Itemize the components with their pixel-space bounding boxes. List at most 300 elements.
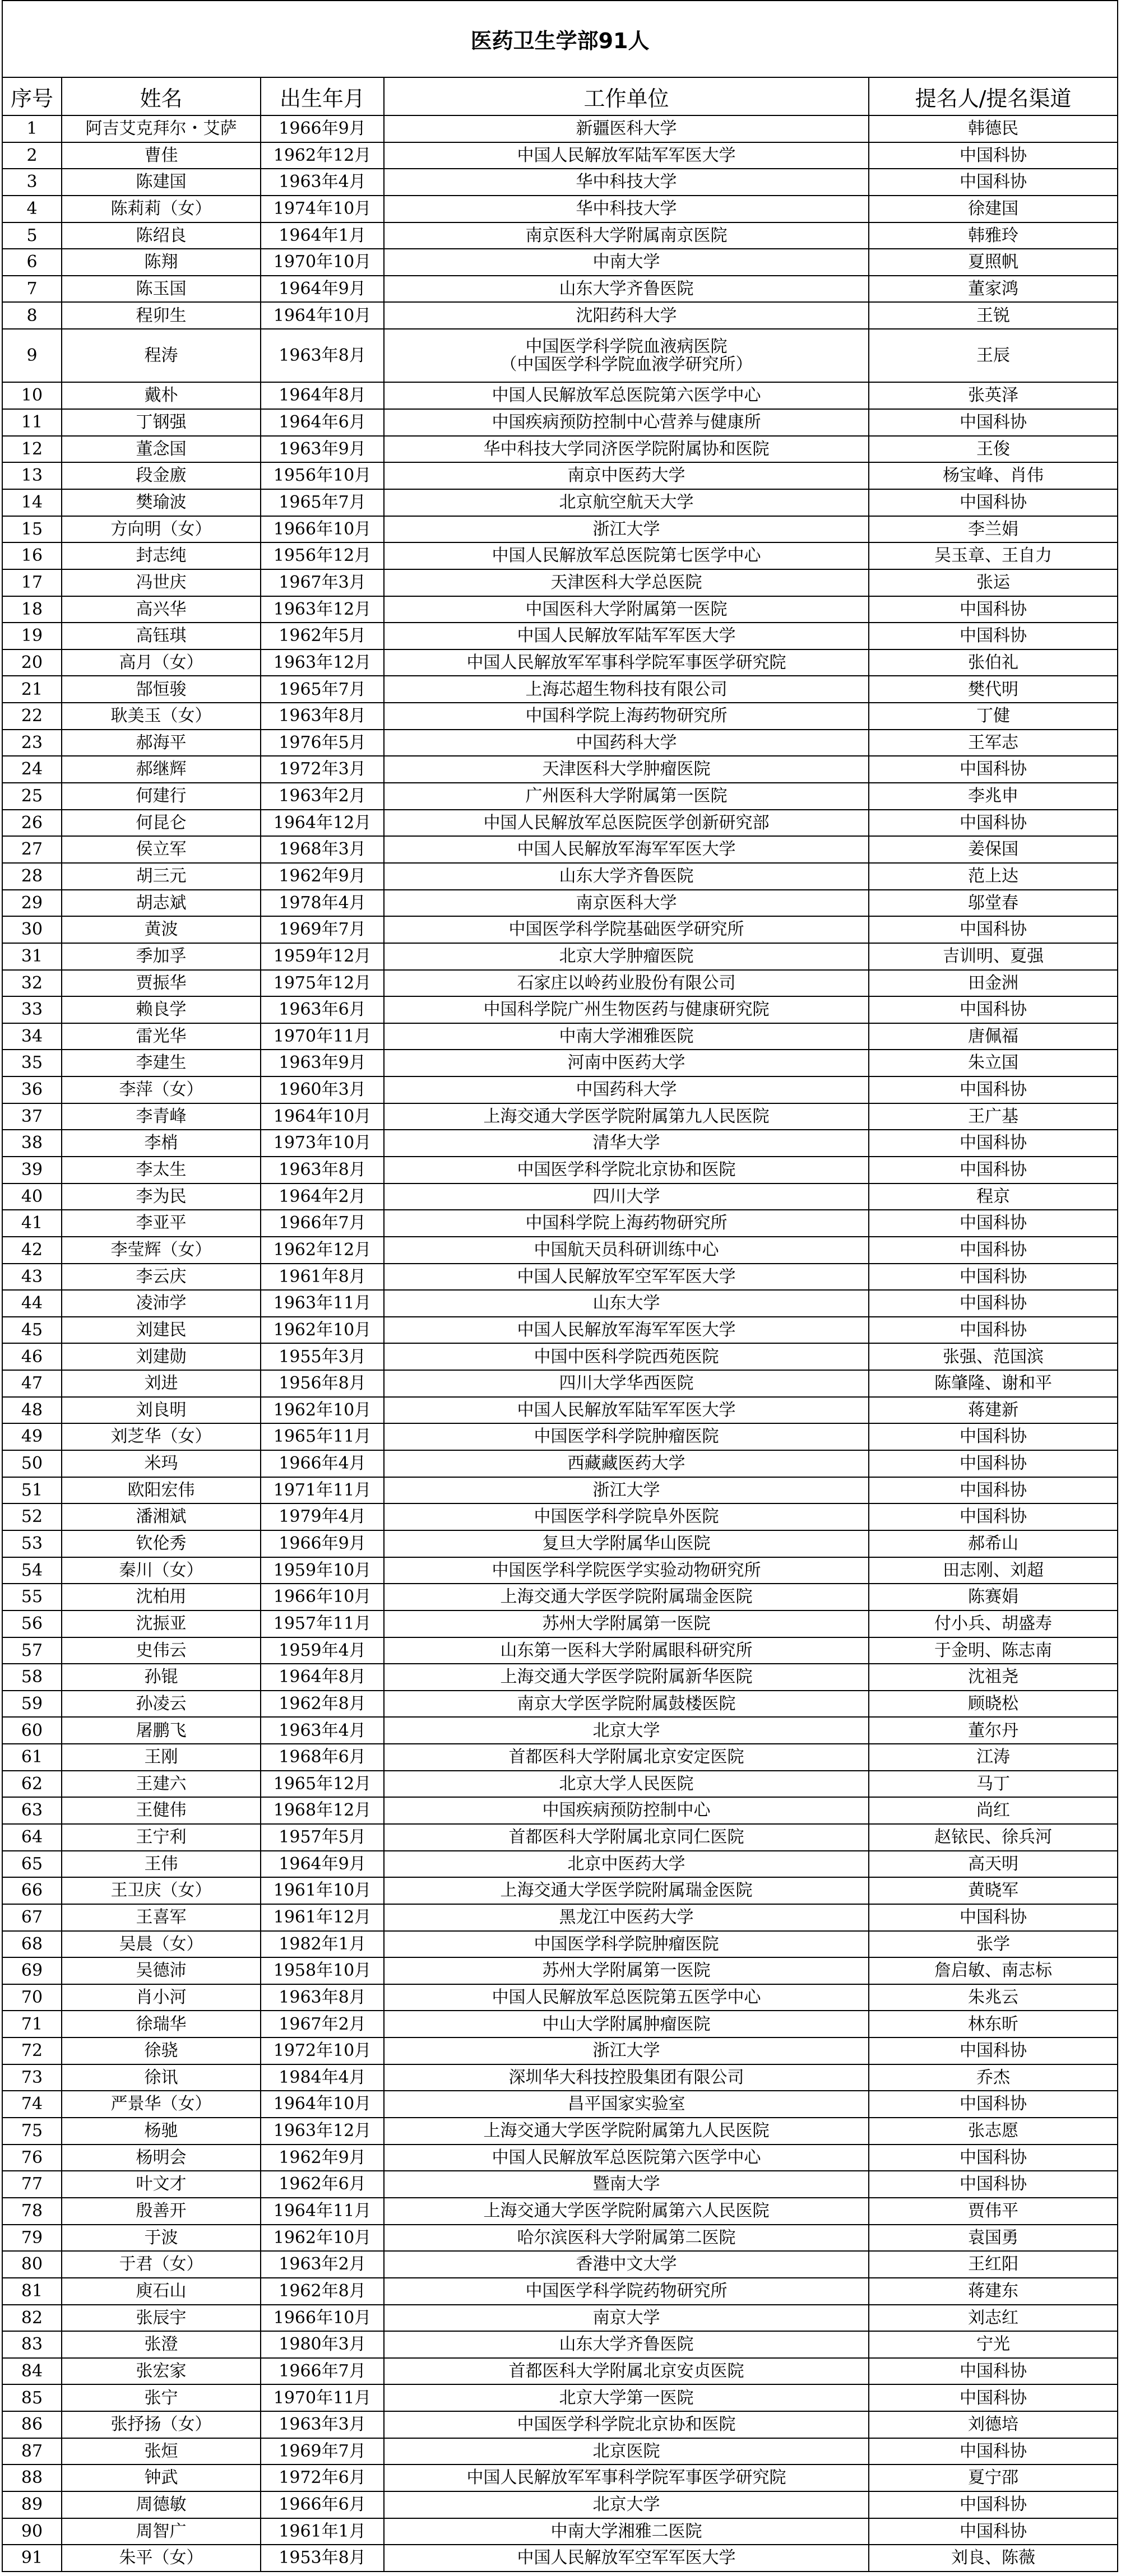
table-row [2,249,1118,276]
cell-nominator: 张强、范国滨 [869,1343,1118,1370]
table-row [2,1691,1118,1718]
table-row [2,2011,1118,2037]
table-row [2,676,1118,703]
cell-birth: 1964年1月 [261,222,384,249]
cell-index: 19 [2,623,62,649]
cell-name: 沈振亚 [62,1610,261,1637]
cell-name: 杨驰 [62,2118,261,2145]
cell-birth: 1966年10月 [261,516,384,543]
cell-nominator: 付小兵、胡盛寿 [869,1610,1118,1637]
table-row [2,943,1118,970]
cell-index: 74 [2,2091,62,2118]
table-row [2,1984,1118,2011]
table-row [2,1397,1118,1424]
cell-birth: 1968年6月 [261,1744,384,1771]
cell-birth: 1966年7月 [261,2358,384,2385]
cell-index: 85 [2,2384,62,2411]
table-row [2,1931,1118,1958]
cell-nominator: 张英泽 [869,382,1118,409]
table-row [2,783,1118,810]
cell-nominator: 邬堂春 [869,890,1118,917]
cell-nominator: 中国科协 [869,1317,1118,1344]
cell-unit: 新疆医科大学 [384,115,869,142]
cell-nominator: 陈赛娟 [869,1584,1118,1610]
cell-index: 30 [2,916,62,943]
cell-nominator: 王广基 [869,1103,1118,1130]
cell-name: 张辰宇 [62,2305,261,2332]
cell-unit: 中国医学科学院北京协和医院 [384,1157,869,1183]
cell-index: 77 [2,2171,62,2198]
cell-name: 冯世庆 [62,569,261,596]
cell-unit: 中南大学湘雅二医院 [384,2518,869,2545]
cell-nominator: 中国科协 [869,2384,1118,2411]
table-row [2,2491,1118,2518]
cell-nominator: 江涛 [869,1744,1118,1771]
cell-name: 何昆仑 [62,810,261,837]
cell-birth: 1963年6月 [261,996,384,1023]
cell-birth: 1966年6月 [261,2491,384,2518]
cell-index: 35 [2,1050,62,1076]
cell-name: 孙锟 [62,1664,261,1691]
table-row [2,142,1118,169]
cell-name: 胡志斌 [62,890,261,917]
table-row [2,196,1118,222]
cell-index: 40 [2,1183,62,1210]
cell-nominator: 王军志 [869,730,1118,756]
cell-name: 郜恒骏 [62,676,261,703]
cell-name: 徐讯 [62,2064,261,2091]
cell-name: 雷光华 [62,1023,261,1050]
cell-name: 方向明（女） [62,516,261,543]
table-row [2,1957,1118,1984]
cell-index: 48 [2,1397,62,1424]
cell-name: 高兴华 [62,596,261,623]
table-row [2,1023,1118,1050]
cell-nominator: 赵铱民、徐兵河 [869,1824,1118,1851]
table-row [2,2384,1118,2411]
table-row [2,649,1118,676]
cell-name: 刘良明 [62,1397,261,1424]
cell-nominator: 蒋建新 [869,1397,1118,1424]
cell-name: 李云庆 [62,1264,261,1291]
cell-name: 张宏家 [62,2358,261,2385]
cell-birth: 1958年10月 [261,1957,384,1984]
cell-unit: 上海交通大学医学院附属第九人民医院 [384,1103,869,1130]
table-row [2,1637,1118,1664]
cell-birth: 1959年12月 [261,943,384,970]
cell-nominator: 张学 [869,1931,1118,1958]
cell-name: 程涛 [62,329,261,382]
cell-birth: 1959年4月 [261,1637,384,1664]
column-header-birth: 出生年月 [261,77,384,115]
cell-name: 李为民 [62,1183,261,1210]
cell-birth: 1961年1月 [261,2518,384,2545]
cell-birth: 1964年10月 [261,302,384,329]
cell-index: 61 [2,1744,62,1771]
cell-nominator: 夏宁邵 [869,2464,1118,2491]
cell-name: 张抒扬（女） [62,2411,261,2438]
cell-index: 31 [2,943,62,970]
cell-nominator: 贾伟平 [869,2198,1118,2225]
table-row [2,1103,1118,1130]
cell-unit: 香港中文大学 [384,2251,869,2278]
cell-nominator: 高天明 [869,1851,1118,1878]
column-header-name: 姓名 [62,77,261,115]
cell-index: 3 [2,169,62,196]
cell-nominator: 徐建国 [869,196,1118,222]
table-body [2,115,1118,2572]
cell-index: 52 [2,1503,62,1530]
cell-unit: 中国科学院广州生物医药与健康研究院 [384,996,869,1023]
cell-nominator: 宁光 [869,2331,1118,2358]
cell-birth: 1964年11月 [261,2198,384,2225]
cell-unit: 华中科技大学 [384,169,869,196]
table-row [2,2037,1118,2064]
cell-name: 阿吉艾克拜尔・艾萨 [62,115,261,142]
cell-unit: 天津医科大学肿瘤医院 [384,756,869,783]
cell-nominator: 尚红 [869,1797,1118,1824]
cell-nominator: 中国科协 [869,2518,1118,2545]
cell-unit: 苏州大学附属第一医院 [384,1957,869,1984]
cell-birth: 1960年3月 [261,1076,384,1103]
cell-birth: 1953年8月 [261,2545,384,2572]
cell-name: 凌沛学 [62,1290,261,1317]
cell-index: 7 [2,276,62,303]
cell-index: 86 [2,2411,62,2438]
cell-birth: 1980年3月 [261,2331,384,2358]
cell-unit: 山东大学齐鲁医院 [384,2331,869,2358]
cell-unit: 中国人民解放军总医院第六医学中心 [384,2145,869,2171]
cell-birth: 1962年10月 [261,1397,384,1424]
cell-nominator: 中国科协 [869,1130,1118,1157]
cell-birth: 1965年7月 [261,489,384,516]
table-row [2,436,1118,463]
cell-unit: 中国医科大学附属第一医院 [384,596,869,623]
cell-name: 高月（女） [62,649,261,676]
table-row [2,569,1118,596]
cell-unit: 北京中医药大学 [384,1851,869,1878]
cell-birth: 1962年9月 [261,2145,384,2171]
cell-unit: 中国医学科学院阜外医院 [384,1503,869,1530]
cell-index: 62 [2,1771,62,1798]
cell-index: 67 [2,1904,62,1931]
cell-name: 孙凌云 [62,1691,261,1718]
cell-name: 侯立军 [62,836,261,863]
cell-index: 17 [2,569,62,596]
cell-unit: 沈阳药科大学 [384,302,869,329]
cell-index: 28 [2,863,62,890]
cell-index: 32 [2,970,62,997]
cell-name: 李青峰 [62,1103,261,1130]
cell-unit: 北京大学 [384,1717,869,1744]
cell-name: 肖小河 [62,1984,261,2011]
cell-nominator: 顾晓松 [869,1691,1118,1718]
table-row [2,836,1118,863]
table-row [2,1824,1118,1851]
cell-name: 丁钢强 [62,409,261,436]
cell-birth: 1966年9月 [261,1530,384,1557]
cell-birth: 1971年11月 [261,1477,384,1504]
cell-index: 24 [2,756,62,783]
cell-birth: 1966年10月 [261,2305,384,2332]
cell-name: 张烜 [62,2438,261,2465]
cell-nominator: 中国科协 [869,1237,1118,1264]
cell-birth: 1964年9月 [261,276,384,303]
cell-nominator: 董家鸿 [869,276,1118,303]
cell-nominator: 唐佩福 [869,1023,1118,1050]
cell-nominator: 詹启敏、南志标 [869,1957,1118,1984]
cell-birth: 1961年10月 [261,1877,384,1904]
cell-birth: 1969年7月 [261,2438,384,2465]
table-row [2,276,1118,303]
table-row [2,1503,1118,1530]
cell-index: 66 [2,1877,62,1904]
table-row [2,1530,1118,1557]
cell-unit: 中国医学科学院肿瘤医院 [384,1931,869,1958]
cell-name: 沈柏用 [62,1584,261,1610]
cell-unit: 清华大学 [384,1130,869,1157]
cell-unit: 上海交通大学医学院附属第六人民医院 [384,2198,869,2225]
cell-name: 王刚 [62,1744,261,1771]
cell-index: 50 [2,1450,62,1477]
cell-index: 38 [2,1130,62,1157]
cell-name: 欧阳宏伟 [62,1477,261,1504]
cell-name: 李梢 [62,1130,261,1157]
cell-unit: 中国科学院上海药物研究所 [384,703,869,730]
cell-unit: 中国人民解放军总医院第五医学中心 [384,1984,869,2011]
cell-birth: 1956年8月 [261,1370,384,1397]
table-row [2,2251,1118,2278]
table-row [2,2545,1118,2572]
cell-unit: 浙江大学 [384,516,869,543]
cell-name: 潘湘斌 [62,1503,261,1530]
table-row [2,2225,1118,2252]
table-row [2,1771,1118,1798]
cell-birth: 1972年6月 [261,2464,384,2491]
cell-index: 55 [2,1584,62,1610]
cell-birth: 1957年11月 [261,1610,384,1637]
cell-birth: 1976年5月 [261,730,384,756]
cell-unit: 中国药科大学 [384,1076,869,1103]
table-row [2,1264,1118,1291]
cell-birth: 1961年12月 [261,1904,384,1931]
cell-nominator: 杨宝峰、肖伟 [869,462,1118,489]
cell-birth: 1965年11月 [261,1423,384,1450]
cell-nominator: 中国科协 [869,623,1118,649]
cell-unit: 昌平国家实验室 [384,2091,869,2118]
cell-index: 59 [2,1691,62,1718]
cell-birth: 1973年10月 [261,1130,384,1157]
cell-nominator: 陈肇隆、谢和平 [869,1370,1118,1397]
cell-name: 耿美玉（女） [62,703,261,730]
cell-birth: 1984年4月 [261,2064,384,2091]
cell-birth: 1963年8月 [261,1157,384,1183]
cell-name: 李莹辉（女） [62,1237,261,1264]
cell-name: 屠鹏飞 [62,1717,261,1744]
cell-name: 陈建国 [62,169,261,196]
table-row [2,2118,1118,2145]
cell-name: 王卫庆（女） [62,1877,261,1904]
cell-name: 叶文才 [62,2171,261,2198]
table-row [2,2091,1118,2118]
cell-name: 张宁 [62,2384,261,2411]
cell-nominator: 袁国勇 [869,2225,1118,2252]
cell-nominator: 丁健 [869,703,1118,730]
cell-name: 何建行 [62,783,261,810]
cell-name: 米玛 [62,1450,261,1477]
table-row [2,970,1118,997]
cell-index: 10 [2,382,62,409]
cell-birth: 1957年5月 [261,1824,384,1851]
cell-unit: 中国人民解放军总医院第六医学中心 [384,382,869,409]
cell-index: 15 [2,516,62,543]
cell-index: 91 [2,2545,62,2572]
cell-unit: 深圳华大科技控股集团有限公司 [384,2064,869,2091]
cell-unit: 中国人民解放军总医院第七医学中心 [384,542,869,569]
cell-name: 陈翔 [62,249,261,276]
column-header-index: 序号 [2,77,62,115]
cell-index: 70 [2,1984,62,2011]
cell-birth: 1963年9月 [261,1050,384,1076]
cell-name: 董念国 [62,436,261,463]
cell-index: 14 [2,489,62,516]
cell-birth: 1972年10月 [261,2037,384,2064]
cell-unit: 中国航天员科研训练中心 [384,1237,869,1264]
cell-index: 75 [2,2118,62,2145]
cell-nominator: 林东昕 [869,2011,1118,2037]
cell-index: 41 [2,1210,62,1237]
table-row [2,2438,1118,2465]
cell-birth: 1964年9月 [261,1851,384,1878]
cell-index: 45 [2,1317,62,1344]
cell-unit: 暨南大学 [384,2171,869,2198]
cell-birth: 1963年3月 [261,2411,384,2438]
cell-index: 51 [2,1477,62,1504]
cell-nominator: 乔杰 [869,2064,1118,2091]
cell-nominator: 中国科协 [869,1477,1118,1504]
cell-name: 刘芝华（女） [62,1423,261,1450]
cell-name: 刘建勋 [62,1343,261,1370]
cell-birth: 1964年10月 [261,2091,384,2118]
cell-nominator: 张志愿 [869,2118,1118,2145]
cell-unit: 中南大学湘雅医院 [384,1023,869,1050]
cell-index: 46 [2,1343,62,1370]
cell-birth: 1963年4月 [261,1717,384,1744]
cell-name: 于波 [62,2225,261,2252]
table-row [2,1237,1118,1264]
cell-birth: 1963年2月 [261,783,384,810]
cell-index: 71 [2,2011,62,2037]
cell-unit: 中国人民解放军总医院医学创新研究部 [384,810,869,837]
cell-birth: 1970年11月 [261,1023,384,1050]
cell-index: 39 [2,1157,62,1183]
cell-name: 季加孚 [62,943,261,970]
cell-index: 11 [2,409,62,436]
cell-unit: 四川大学 [384,1183,869,1210]
cell-unit: 南京医科大学 [384,890,869,917]
cell-name: 钟武 [62,2464,261,2491]
cell-birth: 1964年12月 [261,810,384,837]
cell-nominator: 王俊 [869,436,1118,463]
cell-birth: 1963年12月 [261,596,384,623]
cell-index: 49 [2,1423,62,1450]
cell-index: 56 [2,1610,62,1637]
cell-birth: 1962年5月 [261,623,384,649]
cell-name: 王宁利 [62,1824,261,1851]
cell-birth: 1982年1月 [261,1931,384,1958]
cell-nominator: 中国科协 [869,142,1118,169]
cell-nominator: 范上达 [869,863,1118,890]
cell-nominator: 夏照帆 [869,249,1118,276]
cell-nominator: 李兰娟 [869,516,1118,543]
cell-unit: 中国人民解放军陆军军医大学 [384,142,869,169]
cell-name: 李建生 [62,1050,261,1076]
cell-birth: 1962年12月 [261,142,384,169]
cell-birth: 1963年4月 [261,169,384,196]
cell-unit: 中国疾病预防控制中心营养与健康所 [384,409,869,436]
table-row [2,2411,1118,2438]
table-row [2,703,1118,730]
cell-birth: 1962年10月 [261,1317,384,1344]
cell-birth: 1961年8月 [261,1264,384,1291]
cell-unit: 中国人民解放军陆军军医大学 [384,623,869,649]
cell-unit: 西藏藏医药大学 [384,1450,869,1477]
cell-birth: 1966年4月 [261,1450,384,1477]
cell-index: 4 [2,196,62,222]
table-row [2,462,1118,489]
cell-index: 42 [2,1237,62,1264]
cell-index: 5 [2,222,62,249]
cell-index: 13 [2,462,62,489]
cell-index: 21 [2,676,62,703]
cell-nominator: 中国科协 [869,2171,1118,2198]
table-row [2,2198,1118,2225]
cell-name: 胡三元 [62,863,261,890]
cell-birth: 1962年10月 [261,2225,384,2252]
cell-birth: 1963年11月 [261,1290,384,1317]
cell-index: 26 [2,810,62,837]
cell-index: 58 [2,1664,62,1691]
cell-unit: 华中科技大学 [384,196,869,222]
table-row [2,1851,1118,1878]
cell-unit: 广州医科大学附属第一医院 [384,783,869,810]
cell-birth: 1968年3月 [261,836,384,863]
table-row [2,1183,1118,1210]
cell-index: 53 [2,1530,62,1557]
cell-name: 秦川（女） [62,1557,261,1584]
cell-index: 47 [2,1370,62,1397]
table-row [2,1610,1118,1637]
table-row [2,730,1118,756]
cell-index: 65 [2,1851,62,1878]
cell-unit: 中国人民解放军空军军医大学 [384,1264,869,1291]
title-row [2,1,1118,77]
column-header-unit: 工作单位 [384,77,869,115]
cell-nominator: 中国科协 [869,2358,1118,2385]
cell-name: 周智广 [62,2518,261,2545]
cell-unit: 首都医科大学附属北京安贞医院 [384,2358,869,2385]
cell-name: 赖良学 [62,996,261,1023]
table-row [2,623,1118,649]
cell-nominator: 中国科协 [869,1210,1118,1237]
cell-nominator: 中国科协 [869,996,1118,1023]
cell-name: 李亚平 [62,1210,261,1237]
cell-unit: 南京中医药大学 [384,462,869,489]
cell-unit: 中国人民解放军空军军医大学 [384,2545,869,2572]
cell-name: 殷善开 [62,2198,261,2225]
table-row [2,2064,1118,2091]
cell-index: 68 [2,1931,62,1958]
